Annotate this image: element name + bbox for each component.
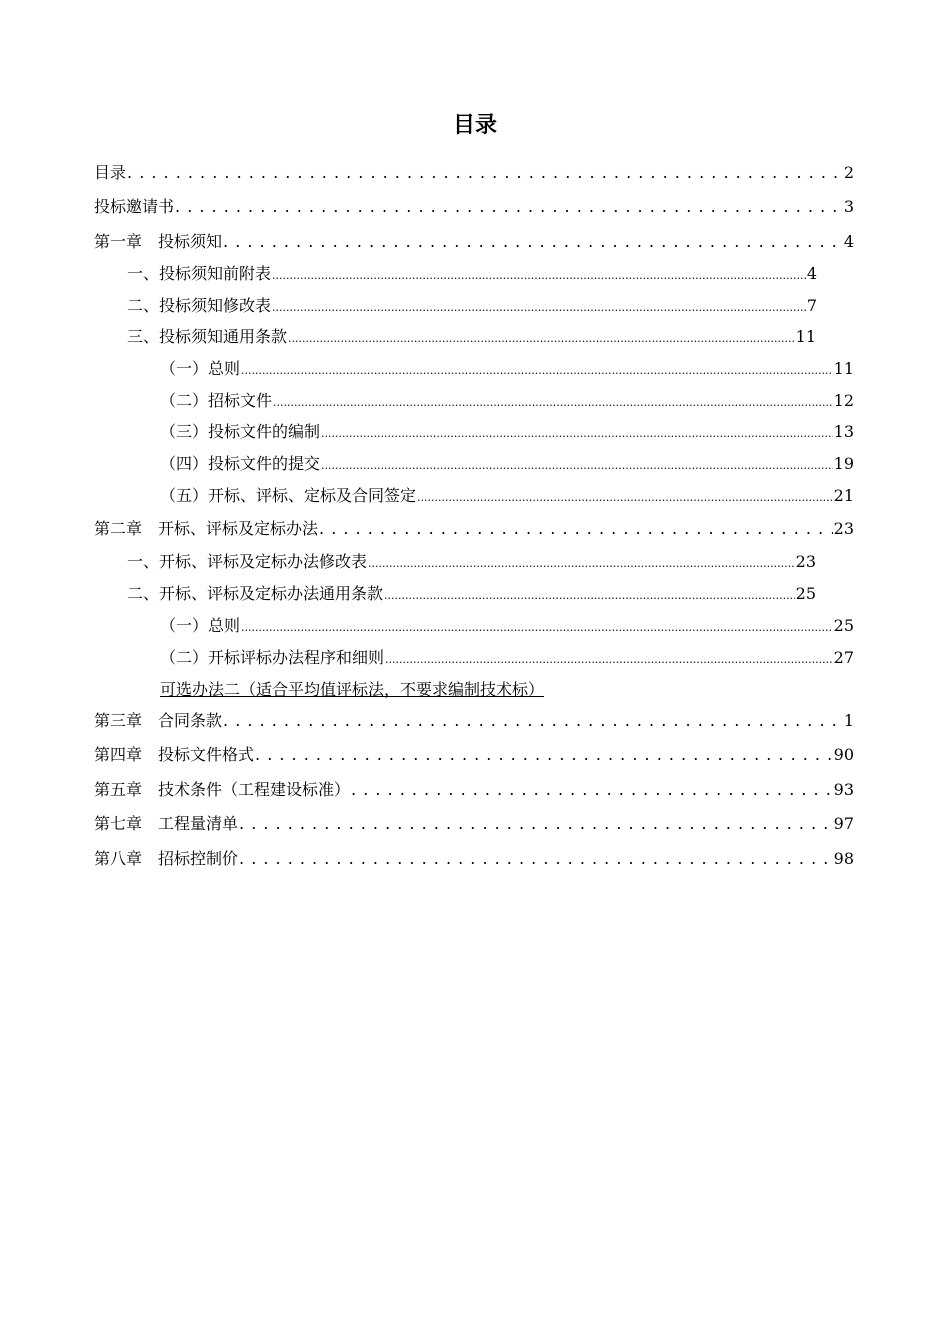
toc-leader xyxy=(223,227,843,257)
toc-entry[interactable] xyxy=(160,643,854,673)
toc-leader xyxy=(239,844,833,874)
toc-entry-label: （四）投标文件的提交 xyxy=(160,454,321,473)
toc-entry[interactable] xyxy=(160,417,854,447)
toc-entry-label: （一）总则 xyxy=(160,359,241,378)
toc-leader xyxy=(272,259,806,291)
toc-leader xyxy=(368,547,795,579)
toc-entry[interactable] xyxy=(94,809,854,839)
toc-page-number: 7 xyxy=(806,296,817,315)
toc-entry-label: 二、开标、评标及定标办法通用条款 xyxy=(127,584,384,603)
toc-leader xyxy=(272,291,806,323)
toc-entry-label: （三）投标文件的编制 xyxy=(160,422,321,441)
toc-entry-label: 三、投标须知通用条款 xyxy=(127,327,288,346)
toc-page-number: 11 xyxy=(833,359,854,378)
toc-entry[interactable] xyxy=(94,775,854,805)
toc-leader xyxy=(351,775,833,805)
toc-page-number: 2 xyxy=(843,163,854,182)
toc-entry[interactable] xyxy=(94,514,854,544)
toc-entry[interactable] xyxy=(94,844,854,874)
toc-entry[interactable] xyxy=(127,547,816,577)
toc-page-number: 23 xyxy=(795,552,816,571)
toc-leader xyxy=(241,611,833,643)
toc-entry[interactable] xyxy=(94,740,854,770)
toc-leader xyxy=(321,449,833,481)
toc-leader xyxy=(241,354,833,386)
toc-entry[interactable] xyxy=(160,354,854,384)
toc-entry-label: 第二章 开标、评标及定标办法 xyxy=(94,519,319,538)
toc-entry-label: 第五章 技术条件（工程建设标准） xyxy=(94,780,351,799)
toc-leader xyxy=(385,643,833,675)
toc-leader xyxy=(417,481,833,513)
toc-page-number: 13 xyxy=(833,422,854,441)
toc-leader xyxy=(255,740,833,770)
toc-page-number: 97 xyxy=(833,814,854,833)
toc-entry-label: （二）开标评标办法程序和细则 xyxy=(160,648,385,667)
toc-entry[interactable] xyxy=(127,322,816,352)
toc-entry-label: 第三章 合同条款 xyxy=(94,711,223,730)
toc-entry[interactable] xyxy=(94,227,854,257)
toc-leader xyxy=(384,579,795,611)
toc-leader xyxy=(223,706,843,736)
toc-leader xyxy=(175,192,843,222)
toc-leader xyxy=(321,417,833,449)
optional-method-note: 可选办法二（适合平均值评标法，不要求编制技术标） xyxy=(160,680,545,699)
toc-page-number: 27 xyxy=(833,648,854,667)
toc-page-number: 90 xyxy=(833,745,854,764)
toc-entry-label: 二、投标须知修改表 xyxy=(127,296,272,315)
toc-leader xyxy=(239,809,833,839)
toc-leader xyxy=(288,322,795,354)
toc-entry-label: 目录 xyxy=(94,163,127,182)
toc-leader xyxy=(319,514,833,544)
toc-entry[interactable] xyxy=(127,291,817,321)
toc-page-number: 93 xyxy=(833,780,854,799)
toc-entry-label: 投标邀请书 xyxy=(94,197,175,216)
toc-entry-label: （一）总则 xyxy=(160,616,241,635)
toc-page-number: 19 xyxy=(833,454,854,473)
toc-page-number: 21 xyxy=(833,486,854,505)
toc-entry-label: （二）招标文件 xyxy=(160,391,273,410)
toc-entry-label: （五）开标、评标、定标及合同签定 xyxy=(160,486,417,505)
toc-entry-label: 第四章 投标文件格式 xyxy=(94,745,255,764)
toc-entry[interactable] xyxy=(160,481,854,511)
toc-entry[interactable] xyxy=(160,449,854,479)
toc-page-number: 23 xyxy=(833,519,854,538)
toc-entry-label: 第一章 投标须知 xyxy=(94,232,223,251)
toc-page-number: 12 xyxy=(833,391,854,410)
toc-page-number: 11 xyxy=(795,327,816,346)
toc-entry-label: 第七章 工程量清单 xyxy=(94,814,239,833)
toc-leader xyxy=(273,386,833,418)
toc-entry[interactable] xyxy=(94,158,854,188)
toc-entry-label: 一、开标、评标及定标办法修改表 xyxy=(127,552,368,571)
toc-entry[interactable] xyxy=(127,579,816,609)
toc-entry[interactable] xyxy=(127,259,817,289)
toc-page-number: 98 xyxy=(833,849,854,868)
toc-page-number: 25 xyxy=(833,616,854,635)
toc-page-number: 25 xyxy=(795,584,816,603)
toc-entry[interactable] xyxy=(94,192,854,222)
toc-page-number: 4 xyxy=(843,232,854,251)
toc-entry[interactable] xyxy=(160,611,854,641)
toc-leader xyxy=(127,158,843,188)
toc-page-number: 1 xyxy=(843,711,854,730)
toc-entry-label: 一、投标须知前附表 xyxy=(127,264,272,283)
toc-entry-label: 第八章 招标控制价 xyxy=(94,849,239,868)
toc-entry[interactable] xyxy=(160,386,854,416)
toc-page-number: 3 xyxy=(843,197,854,216)
toc-entry[interactable] xyxy=(94,706,854,736)
toc-title: 目录 xyxy=(452,113,497,138)
toc-page-number: 4 xyxy=(806,264,817,283)
